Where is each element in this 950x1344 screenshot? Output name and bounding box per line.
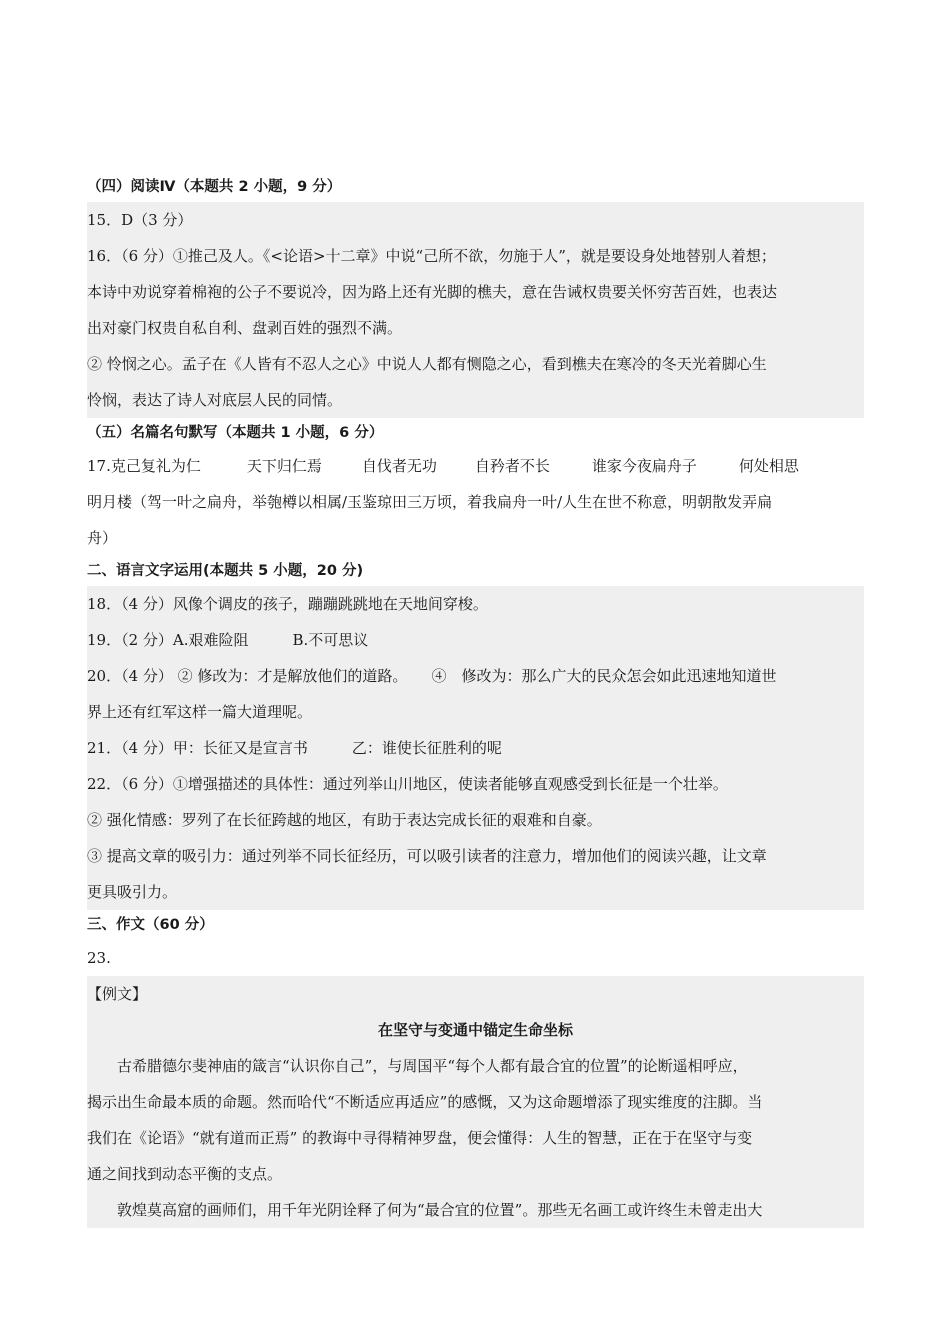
essay-para-1-line-3: 我们在《论语》“就有道而正焉” 的教诲中寻得精神罗盘，便会懂得：人生的智慧，正在于在坚守与变 xyxy=(87,1129,753,1147)
part-3-heading: 三、作文（60 分） xyxy=(87,917,214,933)
part-2-heading: 二、语言文字运用(本题共 5 小题，20 分) xyxy=(87,563,364,579)
q16-line-2: 本诗中劝说穿着棉袍的公子不要说冷，因为路上还有光脚的樵夫，意在告诫权贵要关怀穷苦百姓，也表达 xyxy=(87,283,778,301)
q21-answer xyxy=(87,730,864,766)
q17-item: 谁家今夜扁舟子 xyxy=(591,457,697,475)
essay-para-2-line-1: 敦煌莫高窟的画师们，用千年光阴诠释了何为“最合宜的位置”。那些无名画工或许终生未曾走出大 xyxy=(117,1201,763,1219)
q23-label: 23. xyxy=(87,949,111,967)
essay-title: 在坚守与变通中锚定生命坐标 xyxy=(377,1021,573,1039)
q17-item: 17.克己复礼为仁 xyxy=(87,457,201,475)
q18-answer: 18．（4 分）风像个调皮的孩子，蹦蹦跳跳地在天地间穿梭。 xyxy=(87,595,488,613)
q16-line-3: 出对豪门权贵自私自利、盘剥百姓的强烈不满。 xyxy=(87,319,403,337)
q17-item: 自矜者不长 xyxy=(474,457,550,475)
section-4-answers xyxy=(87,202,864,418)
q17-item: 天下归仁焉 xyxy=(246,457,322,475)
q21-a: 21．（4 分）甲：长征又是宣言书 xyxy=(87,739,308,757)
q16-line-4: ② 怜悯之心。孟子在《人皆有不忍人之心》中说人人都有恻隐之心，看到樵夫在寒冷的冬天光着脚心生 xyxy=(87,355,767,373)
example-essay xyxy=(87,976,864,1228)
q17-line-3: 舟） xyxy=(87,529,118,547)
q22-line-3: ③ 提高文章的吸引力：通过列举不同长征经历，可以吸引读者的注意力，增加他们的阅读兴趣，让文章 xyxy=(87,847,767,865)
q17-item: 何处相思 xyxy=(738,457,799,475)
essay-para-1-line-1: 古希腊德尔斐神庙的箴言“认识你自己”，与周国平“每个人都有最合宜的位置”的论断遥相呼应， xyxy=(117,1057,748,1075)
q20-a: 20．（4 分） ② 修改为：才是解放他们的道路。 xyxy=(87,667,408,685)
part-2-answers xyxy=(87,586,864,910)
q15-answer: 15．D（3 分） xyxy=(87,211,193,229)
section-5-heading: （五）名篇名句默写（本题共 1 小题，6 分） xyxy=(87,425,384,441)
q17-line-1 xyxy=(87,448,864,484)
q19-b: B.不可思议 xyxy=(292,631,369,649)
q21-b: 乙：谁使长征胜利的呢 xyxy=(351,739,502,757)
essay-para-1-line-4: 通之间找到动态平衡的支点。 xyxy=(87,1165,283,1183)
q20-line-2: 界上还有红军这样一篇大道理呢。 xyxy=(87,703,313,721)
q22-line-4: 更具吸引力。 xyxy=(87,883,178,901)
section-4-heading: （四）阅读Ⅳ（本题共 2 小题，9 分） xyxy=(87,179,342,195)
q16-line-5: 怜悯，表达了诗人对底层人民的同情。 xyxy=(87,391,343,409)
q22-line-1: 22．（6 分）①增强描述的具体性：通过列举山川地区，使读者能够直观感受到长征是一个壮举。 xyxy=(87,775,728,793)
essay-para-1-line-2: 揭示出生命最本质的命题。然而哈代“不断适应再适应”的感慨，又为这命题增添了现实维度的注脚。当 xyxy=(87,1093,763,1111)
q20-b: ④ 修改为：那么广大的民众怎会如此迅速地知道世 xyxy=(431,667,777,685)
q20-line-1 xyxy=(87,658,864,694)
q17-line-2: 明月楼（驾一叶之扁舟，举匏樽以相属/玉鉴琼田三万顷，着我扁舟一叶/人生在世不称意，明朝散发弄扁 xyxy=(87,493,773,511)
answer-sheet xyxy=(87,172,864,1228)
q17-item: 自伐者无功 xyxy=(361,457,437,475)
q19-a: 19．（2 分）A.艰难险阻 xyxy=(87,631,249,649)
q19-answer xyxy=(87,622,864,658)
q22-line-2: ② 强化情感：罗列了在长征跨越的地区，有助于表达完成长征的艰难和自豪。 xyxy=(87,811,602,829)
example-label: 【例文】 xyxy=(87,985,148,1003)
q16-line-1: 16．（6 分）①推己及人。《<论语>十二章》中说“己所不欲，勿施于人”，就是要设身处地替别人着想； xyxy=(87,247,776,265)
